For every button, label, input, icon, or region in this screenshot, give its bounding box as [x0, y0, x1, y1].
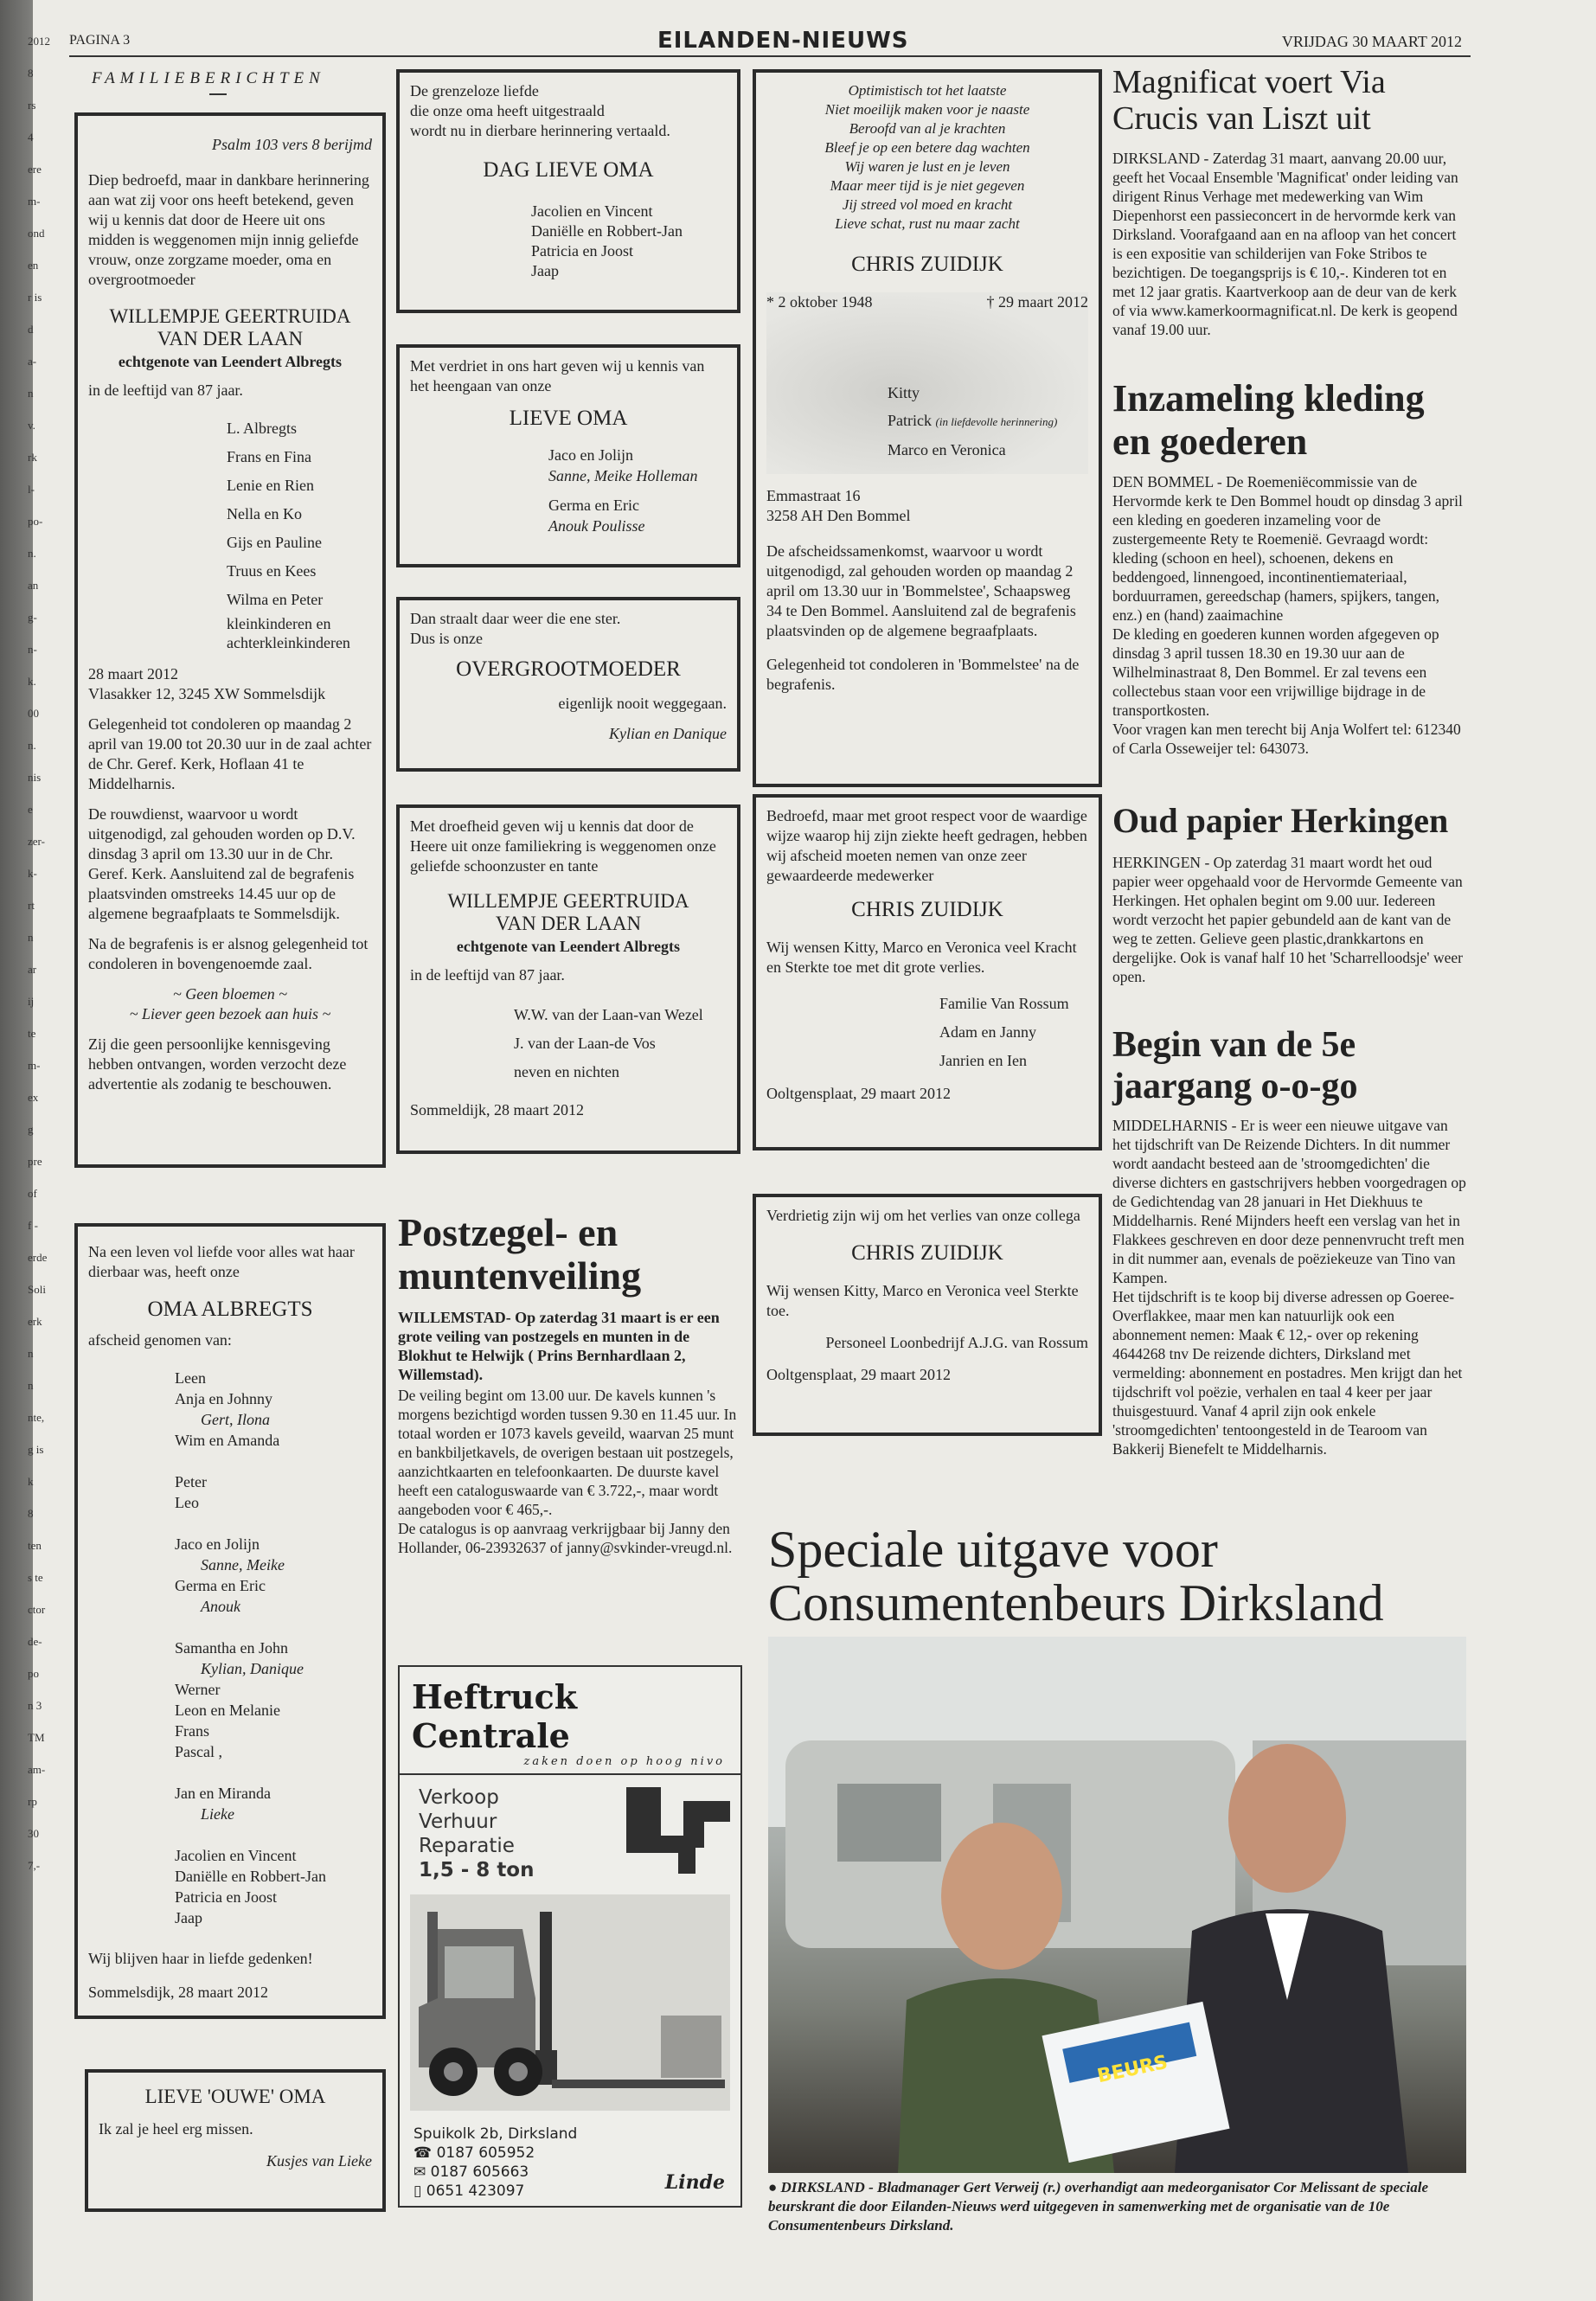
relative: Jaco en Jolijn — [175, 1535, 260, 1553]
deceased-name-line2: VAN DER LAAN — [495, 913, 642, 934]
strip-fragment: 2012 — [28, 35, 50, 48]
obituary-chris-zuidijk-family — [753, 69, 1102, 787]
relative: Germa en Eric — [175, 1577, 266, 1594]
relative: Werner — [175, 1681, 221, 1698]
no-visits: ~ Liever geen bezoek aan huis ~ — [129, 1005, 331, 1022]
strip-fragment: en — [28, 259, 39, 272]
ad-brand: Heftruck Centrale — [412, 1677, 578, 1755]
birth-date: * 2 oktober 1948 — [766, 293, 873, 311]
strip-fragment: n. — [28, 547, 36, 560]
psalm-reference: Psalm 103 vers 8 berijmd — [212, 136, 372, 153]
article-magnificat — [1112, 64, 1467, 339]
ad-address: Spuikolk 2b, Dirksland — [413, 2125, 578, 2143]
name: J. van der Laan-de Vos — [514, 1035, 656, 1052]
obituary-van-der-laan-family — [396, 804, 740, 1154]
strip-fragment: g is — [28, 1443, 44, 1456]
age-line: in de leeftijd van 87 jaar. — [88, 381, 243, 399]
spouse-line: echtgenote van Leendert Albregts — [456, 938, 681, 955]
message-line: Ik zal je heel erg missen. — [99, 2120, 253, 2138]
service-info: De rouwdienst, waarvoor u wordt uitgenodigd, zal gehouden worden op D.V. dinsdag 3 april om 13.30 uur in de Chr. Geref. Kerk. Aansluitend zal de begrafenis plaatsvinden omstreeks 14.45 uur op de algemene begraafplaats te Sommelsdijk. — [88, 805, 356, 922]
strip-fragment: n — [28, 1347, 34, 1360]
strip-fragment: m- — [28, 1059, 41, 1072]
address-line: Emmastraat 16 — [766, 487, 861, 504]
home-address: Vlasakker 12, 3245 XW Sommelsdijk — [88, 685, 326, 702]
strip-fragment: erk — [28, 1315, 42, 1328]
strip-fragment: ere — [28, 163, 42, 176]
message-line: eigenlijk nooit weggegaan. — [558, 695, 727, 712]
place-date: Sommeldijk, 28 maart 2012 — [410, 1101, 584, 1118]
relative: Leo — [175, 1494, 199, 1511]
article-body: De catalogus is op aanvraag verkrijgbaar bij Janny den Hollander, 06-23932637 of janny@svkinder-vreugd.nl. — [398, 1520, 733, 1556]
strip-fragment: 8 — [28, 1507, 34, 1520]
article-lead: WILLEMSTAD- Op zaterdag 31 maart is er een grote veiling van postzegels en munten in de Blokhut te Helwijk ( Prins Bernhardlaan 2, Willemstad). — [398, 1309, 720, 1383]
strip-fragment: of — [28, 1187, 37, 1200]
masthead: EILANDEN-NIEUWS — [657, 28, 909, 54]
names-list — [888, 379, 1057, 464]
deceased-name-line1: WILLEMPJE GEERTRUIDA — [447, 890, 689, 912]
relative: Anja en Johnny — [175, 1390, 272, 1407]
forklift-icon — [410, 1894, 734, 2111]
place-date: Ooltgensplaat, 29 maart 2012 — [766, 1366, 951, 1383]
relatives-list — [88, 414, 372, 652]
poem-line: Beroofd van al je krachten — [849, 120, 1006, 137]
poem-line: De grenzeloze liefde — [410, 82, 539, 99]
strip-fragment: erde — [28, 1251, 48, 1264]
strip-fragment: ond — [28, 227, 45, 240]
strip-fragment: pre — [28, 1155, 42, 1168]
deceased-name: CHRIS ZUIDIJK — [851, 1241, 1003, 1265]
obituary-intro: Met verdriet in ons hart geven wij u kennis van het heengaan van onze — [410, 357, 705, 394]
article-title: Inzameling kleding en goederen — [1112, 377, 1425, 463]
page-number: PAGINA 3 — [69, 33, 131, 48]
photo-paper-label: BEURS — [1095, 2051, 1170, 2088]
strip-fragment: n — [28, 1379, 34, 1392]
relative: Gijs en Pauline — [227, 534, 322, 551]
age-line: in de leeftijd van 87 jaar. — [410, 966, 565, 984]
poem-line: Lieve schat, rust nu maar zacht — [835, 215, 1020, 232]
poem-line: wordt nu in dierbare herinnering vertaald. — [410, 122, 670, 139]
message-sign: Kylian en Danique — [609, 725, 727, 742]
feature-title: Speciale uitgave voor Consumentenbeurs Dirksland — [768, 1521, 1384, 1631]
strip-fragment: k- — [28, 867, 37, 880]
deceased-name: CHRIS ZUIDIJK — [851, 253, 1003, 276]
poem — [766, 81, 1088, 234]
strip-fragment: n- — [28, 643, 37, 656]
strip-fragment: an — [28, 579, 39, 592]
name: Janrien en Ien — [939, 1052, 1027, 1069]
name: Familie Van Rossum — [939, 995, 1069, 1012]
relatives-group — [175, 1471, 372, 1513]
message-sign: Kusjes van Lieke — [266, 2152, 372, 2170]
article-body: DIRKSLAND - Zaterdag 31 maart, aanvang 20.00 uur, geeft het Vocaal Ensemble 'Magnificat' onder leiding van dirigent Rinus Verhage met medewerking van Wim Diepenhorst een passieconcert in de hervormde kerk van Dirksland. Voorafgaand aan en na afloop van het concert is een expositie van schilderijen van Foke Stribos te bezichtigen. De toegangsprijs is € 10,-. Kinderen tot en met 12 jaar gratis. Kaartverkoop aan de deur van de kerk of via www.kamerkoormagnificat.nl. De kerk is geopend vanaf 19.00 uur. — [1112, 150, 1458, 338]
phone-icon: ☎ — [413, 2144, 437, 2162]
forklift-photo — [410, 1894, 730, 2111]
strip-fragment: nte, — [28, 1411, 45, 1424]
article-body: De veiling begint om 13.00 uur. De kavels kunnen 's morgens bezichtigd worden tussen 9.30 en 11.45 uur. In totaal worden er 1073 kavels geveild, waarvan 25 munt en bankbiljetkavels, de overigen bestaan uit postzegels, aanzichtkaarten en telefoonkaarten. De duurste kavel heeft een cataloguswaarde van € 3.722,-, maar wordt aangeboden voor € 465,-. — [398, 1387, 737, 1518]
name: Jaco en Jolijn — [548, 446, 633, 464]
relative: Wim en Amanda — [175, 1432, 280, 1449]
obituary-intro: Bedroefd, maar met groot respect voor de waardige wijze waarop hij zijn ziekte heeft gedragen, hebben wij afscheid moeten nemen van onze zeer gewaardeerde medewerker — [766, 807, 1087, 884]
heftruck-advert — [398, 1665, 742, 2208]
strip-fragment: ctor — [28, 1603, 46, 1616]
name: W.W. van der Laan-van Wezel — [514, 1006, 703, 1023]
condolence-info: Gelegenheid tot condoleren op maandag 2 april van 19.00 tot 20.30 uur in de zaal achter de Chr. Geref. Kerk, Hoflaan 41 te Middelharnis. — [88, 715, 372, 792]
relative: Peter — [175, 1473, 207, 1490]
relative: Sanne, Meike — [201, 1556, 285, 1574]
name: Anouk Poulisse — [548, 517, 645, 535]
intro-line: Dan straalt daar weer die ene ster. — [410, 610, 621, 627]
place-date: Ooltgensplaat, 29 maart 2012 — [766, 1085, 951, 1102]
strip-fragment: a- — [28, 355, 37, 368]
background-photo — [766, 292, 1088, 474]
fax-icon: ✉ — [413, 2163, 431, 2181]
closing-line: Wij blijven haar in liefde gedenken! — [88, 1950, 313, 1967]
strip-fragment: l- — [28, 483, 35, 496]
name: Patricia en Joost — [531, 242, 633, 260]
relatives-group — [175, 1845, 372, 1928]
message-title: LIEVE OMA — [509, 407, 628, 430]
strip-fragment: de- — [28, 1635, 42, 1648]
service-item: Verhuur — [419, 1811, 497, 1833]
strip-fragment: 4 — [28, 131, 34, 144]
after-service-info: Na de begrafenis is er alsnog gelegenheid tot condoleren in bovengenoemde zaal. — [88, 935, 369, 972]
condolence-info: Gelegenheid tot condoleren in 'Bommelstee' na de begrafenis. — [766, 656, 1080, 693]
strip-fragment: n 3 — [28, 1699, 42, 1712]
article-body: DEN BOMMEL - De Roemeniëcommissie van de Hervormde kerk te Den Bommel houdt op dinsdag 3 april een kleding en goederen inzameling voor de zustergemeente Rety te Roemenië. Gevraagd wordt: kleding (schoon en heel), schoenen, dekens en beddengoed, linnengoed, incontinentiemateriaal, borduurramen, gereedschap (hamers, spijkers, tangen, enz.) en (hand) zaaimachine — [1112, 473, 1463, 624]
obituary-intro: Na een leven vol liefde voor alles wat haar dierbaar was, heeft onze — [88, 1243, 355, 1280]
article-title: Magnificat voert Via Crucis van Liszt uit — [1112, 64, 1386, 137]
poem — [410, 81, 727, 141]
poem-line: Bleef je op een betere dag wachten — [824, 139, 1030, 156]
relative: Leon en Melanie — [175, 1702, 280, 1719]
relative: Pascal , — [175, 1743, 222, 1760]
strip-fragment: rp — [28, 1795, 37, 1808]
article-body: HERKINGEN - Op zaterdag 31 maart wordt het oud papier weer opgehaald voor de Hervormde Gemeente van Herkingen. Het ophalen begint om 9.00 uur. Iedereen wordt verzocht het papier gebundeld aan de kant van de weg te zetten. Gelieve geen plastic,drankkartons en dergelijke. Ook is vanaf half 10 het 'Scharrelloodsje' weer open. — [1112, 854, 1463, 985]
article-title: Begin van de 5e jaargang o-o-go — [1112, 1025, 1358, 1106]
strip-fragment: g- — [28, 611, 37, 624]
article-title: Postzegel- en muntenveiling — [398, 1210, 642, 1298]
strip-fragment: po- — [28, 515, 43, 528]
names-list — [410, 1001, 727, 1086]
article-oud-papier — [1112, 801, 1467, 986]
spouse-line: echtgenote van Leendert Albregts — [118, 353, 343, 370]
relatives-group — [175, 1534, 372, 1617]
name: Jaap — [531, 262, 559, 279]
strip-fragment: e — [28, 803, 33, 816]
name: Kitty — [888, 384, 920, 401]
relative: Frans en Fina — [227, 448, 311, 465]
strip-fragment: 7,- — [28, 1859, 41, 1872]
strip-fragment: TM — [28, 1731, 45, 1744]
feature-heading — [768, 1522, 1469, 1630]
relative: L. Albregts — [227, 420, 297, 437]
farewell-line: afscheid genomen van: — [88, 1331, 232, 1349]
obituary-chris-zuidijk-colleagues — [753, 1194, 1102, 1436]
poem-line: Jij streed vol moed en kracht — [842, 196, 1013, 213]
wish-line: Wij wensen Kitty, Marco en Veronica veel Kracht en Sterkte toe met dit grote verlies. — [766, 939, 1077, 976]
feature-photo — [768, 1637, 1466, 2173]
poem-line: Optimistisch tot het laatste — [848, 82, 1007, 99]
relative: Jacolien en Vincent — [175, 1847, 297, 1864]
family-section-heading: FAMILIEBERICHTEN — [80, 64, 382, 95]
issue-date: VRIJDAG 30 MAART 2012 — [1281, 33, 1462, 50]
strip-fragment: te — [28, 1027, 36, 1040]
relative: Frans — [175, 1722, 209, 1740]
strip-fragment: rs — [28, 99, 36, 112]
article-body: Voor vragen kan men terecht bij Anja Wolfert tel: 612340 of Carla Osseweijer tel: 643073. — [1112, 721, 1461, 757]
strip-fragment: Soli — [28, 1283, 46, 1296]
service-item: Verkoop — [419, 1786, 499, 1809]
relative: Lenie en Rien — [227, 477, 314, 494]
message-title: LIEVE 'OUWE' OMA — [144, 2086, 326, 2107]
article-inzameling — [1112, 377, 1467, 758]
strip-fragment: zer- — [28, 835, 45, 848]
strip-fragment: rk — [28, 451, 37, 464]
relative: Jan en Miranda — [175, 1785, 271, 1802]
strip-fragment: k — [28, 1475, 34, 1488]
partner-logo: Linde — [664, 2171, 725, 2194]
poem-line: die onze oma heeft uitgestraald — [410, 102, 605, 119]
relative: Kylian, Danique — [201, 1660, 304, 1677]
service-info: De afscheidssamenkomst, waarvoor u wordt uitgenodigd, zal gehouden worden op maandag 2 april om 13.30 uur in 'Bommelstee', Schaapsweg 34 te Den Bommel. Aansluitend zal de begrafenis plaatsvinden op de algemene begraafplaats. — [766, 542, 1076, 639]
ad-tagline: zaken doen op hoog nivo — [400, 1755, 740, 1775]
obituary-intro: Diep bedroefd, maar in dankbare herinnering aan wat zij voor ons heeft betekend, geven wij u kennis dat door de Heere uit ons midden is weggenomen mijn innig geliefde vrouw, onze zorgzame moeder, oma en overgrootmoeder — [88, 171, 369, 288]
strip-fragment: rt — [28, 899, 35, 912]
poem-line: Wij waren je lust en je leven — [844, 158, 1010, 175]
photo-caption — [768, 2178, 1466, 2235]
intro-line: Dus is onze — [410, 630, 483, 647]
relative: kleinkinderen en achterkleinkinderen — [227, 615, 350, 651]
relative: Gert, Ilona — [201, 1411, 270, 1428]
strip-fragment: d — [28, 323, 34, 336]
relative: Daniëlle en Robbert-Jan — [175, 1868, 326, 1885]
name-row — [888, 407, 1057, 436]
relatives-group — [175, 1638, 372, 1762]
caption-text: DIRKSLAND - Bladmanager Gert Verweij (r.) overhandigt aan medeorganisator Cor Melissant de speciale beurskrant die door Eilanden-Nieuws werd uitgegeven in samenwerking met de organisatie van de 10e Consumentenbeurs Dirksland. — [768, 2179, 1429, 2234]
strip-fragment: am- — [28, 1763, 46, 1776]
strip-fragment: 00 — [28, 707, 39, 720]
strip-fragment: m- — [28, 195, 41, 208]
ad-services — [419, 1785, 535, 1882]
obituary-ouwe-oma — [85, 2069, 386, 2212]
message-title: DAG LIEVE OMA — [483, 158, 654, 182]
strip-fragment: k. — [28, 675, 36, 688]
strip-fragment: n — [28, 931, 34, 944]
notice-line: Zij die geen persoonlijke kennisgeving hebben ontvangen, worden verzocht deze advertentie als zodanig te beschouwen. — [88, 1035, 347, 1093]
strip-fragment: po — [28, 1667, 39, 1680]
deceased-name-line2: VAN DER LAAN — [157, 328, 304, 349]
photo-scene — [768, 1637, 1466, 2173]
deceased-name: CHRIS ZUIDIJK — [851, 898, 1003, 921]
strip-fragment: r is — [28, 291, 42, 304]
name: Germa en Eric — [548, 497, 639, 514]
address-line: 3258 AH Den Bommel — [766, 507, 911, 524]
ad-mobile: 0651 423097 — [426, 2182, 525, 2200]
strip-fragment: n. — [28, 739, 36, 752]
strip-fragment: ar — [28, 963, 37, 976]
strip-fragment: g — [28, 1123, 34, 1136]
death-date: 28 maart 2012 — [88, 665, 178, 683]
obituary-lieve-oma — [396, 344, 740, 567]
relative: Lieke — [201, 1805, 234, 1823]
obituary-albregts-main — [74, 112, 386, 1168]
name: neven en nichten — [514, 1063, 619, 1080]
caption-bullet-icon: ● — [768, 2179, 781, 2195]
relative: Wilma en Peter — [227, 591, 324, 608]
name: Adam en Janny — [939, 1023, 1036, 1041]
ad-phone: 0187 605952 — [436, 2144, 535, 2162]
relative: Samantha en John — [175, 1639, 288, 1657]
relatives-group — [175, 1368, 372, 1451]
strip-fragment: ten — [28, 1539, 42, 1552]
strip-fragment: 30 — [28, 1827, 39, 1840]
strip-fragment: s te — [28, 1571, 43, 1584]
name-note: (in liefdevolle herinnering) — [935, 415, 1058, 428]
strip-fragment: f - — [28, 1219, 38, 1232]
article-body: De kleding en goederen kunnen worden afgegeven op dinsdag 3 april tussen 18.30 en 19.30 uur aan de Wilhelminastraat 8, Den Bommel. Er zal tevens een collectebus staan voor een vrijwillige bijdrage in de transportkosten. — [1112, 625, 1439, 719]
service-item: Reparatie — [419, 1835, 515, 1857]
adjacent-page-strip — [26, 35, 66, 1938]
place-date: Sommelsdijk, 28 maart 2012 — [88, 1984, 268, 2001]
article-o-o-go — [1112, 1024, 1467, 1458]
article-body: Het tijdschrift is te koop bij diverse adressen op Goeree-Overflakkee, maar men kan natuurlijk ook een abonnement nemen: Maak € 12,- over op rekening 4644268 tnv De reizende dichters, Dirksland met vermelding: abonnement en postadres. Men krijgt dan het tijdschrift vol poëzie, verhalen en taal 4 keer per jaar thuisgestuurd. Vanaf 4 april zijn ook enkele 'stroomgedichten' tentoongesteld in de Tearoom van Bakkerij Bienefelt te Middelharnis. — [1112, 1288, 1463, 1458]
relatives-groups — [88, 1368, 372, 1928]
article-body: MIDDELHARNIS - Er is weer een nieuwe uitgave van het tijdschrift van De Reizende Dichters. In dit nummer wordt aandacht besteed aan de 'stroomgedichten' die diverse dichters en gastschrijvers hebben voorgedragen op de Gedichtendag van 28 januari in Het Diekhuus te Middelharnis. René Mijnders heeft een verslag van het in Flakkees geschreven en door deze pennenvrucht treft men in dit nummer aan, evenals de poëziekeuze van Tino van Kampen. — [1112, 1117, 1466, 1286]
mobile-icon: ▯ — [413, 2182, 426, 2200]
page-header — [69, 26, 1471, 57]
service-item: 1,5 - 8 ton — [419, 1859, 535, 1881]
relatives-group — [175, 1783, 372, 1824]
deceased-name-line1: WILLEMPJE GEERTRUIDA — [109, 305, 351, 327]
ad-fax: 0187 605663 — [430, 2163, 529, 2181]
strip-fragment: ij — [28, 995, 35, 1008]
obituary-overgrootmoeder — [396, 597, 740, 772]
strip-fragment: v. — [28, 419, 35, 432]
names-list — [766, 990, 1088, 1075]
heftruck-logo-icon — [626, 1787, 730, 1874]
ad-phone-row — [413, 2144, 727, 2163]
name: Patrick — [888, 412, 932, 429]
strip-fragment: ex — [28, 1091, 39, 1104]
name: Jacolien en Vincent — [531, 202, 653, 220]
name: Marco en Veronica — [888, 441, 1006, 458]
name: Sanne, Meike Holleman — [548, 467, 698, 484]
relative: Leen — [175, 1369, 206, 1387]
strip-fragment: n — [28, 387, 34, 400]
no-flowers: ~ Geen bloemen ~ — [173, 985, 287, 1003]
relative: Patricia en Joost — [175, 1888, 277, 1906]
message-title: OVERGROOTMOEDER — [456, 657, 681, 681]
relative: Jaap — [175, 1909, 202, 1926]
relative: Nella en Ko — [227, 505, 302, 522]
obituary-dag-lieve-oma — [396, 69, 740, 313]
wish-line: Wij wensen Kitty, Marco en Veronica veel Sterkte toe. — [766, 1282, 1079, 1319]
obituary-chris-zuidijk-employer — [753, 794, 1102, 1150]
death-date: † 29 maart 2012 — [986, 293, 1088, 311]
relative: Truus en Kees — [227, 562, 317, 580]
relative: Anouk — [201, 1598, 240, 1615]
names-list — [410, 202, 727, 281]
names-list — [410, 445, 727, 536]
sign-line: Personeel Loonbedrijf A.J.G. van Rossum — [825, 1334, 1088, 1351]
name: Daniëlle en Robbert-Jan — [531, 222, 683, 240]
article-title: Oud papier Herkingen — [1112, 801, 1449, 840]
obituary-intro: Verdrietig zijn wij om het verlies van onze collega — [766, 1207, 1080, 1224]
obituary-intro: Met droefheid geven wij u kennis dat door de Heere uit onze familiekring is weggenomen onze geliefde schoonzuster en tante — [410, 817, 716, 875]
poem-line: Niet moeilijk maken voor je naaste — [824, 101, 1030, 118]
strip-fragment: 8 — [28, 67, 34, 80]
obituary-oma-albregts — [74, 1223, 386, 2019]
poem-line: Maar meer tijd is je niet gegeven — [830, 177, 1025, 194]
strip-fragment: nis — [28, 771, 42, 784]
deceased-name: OMA ALBREGTS — [147, 1298, 313, 1321]
article-postzegel — [398, 1211, 744, 1557]
